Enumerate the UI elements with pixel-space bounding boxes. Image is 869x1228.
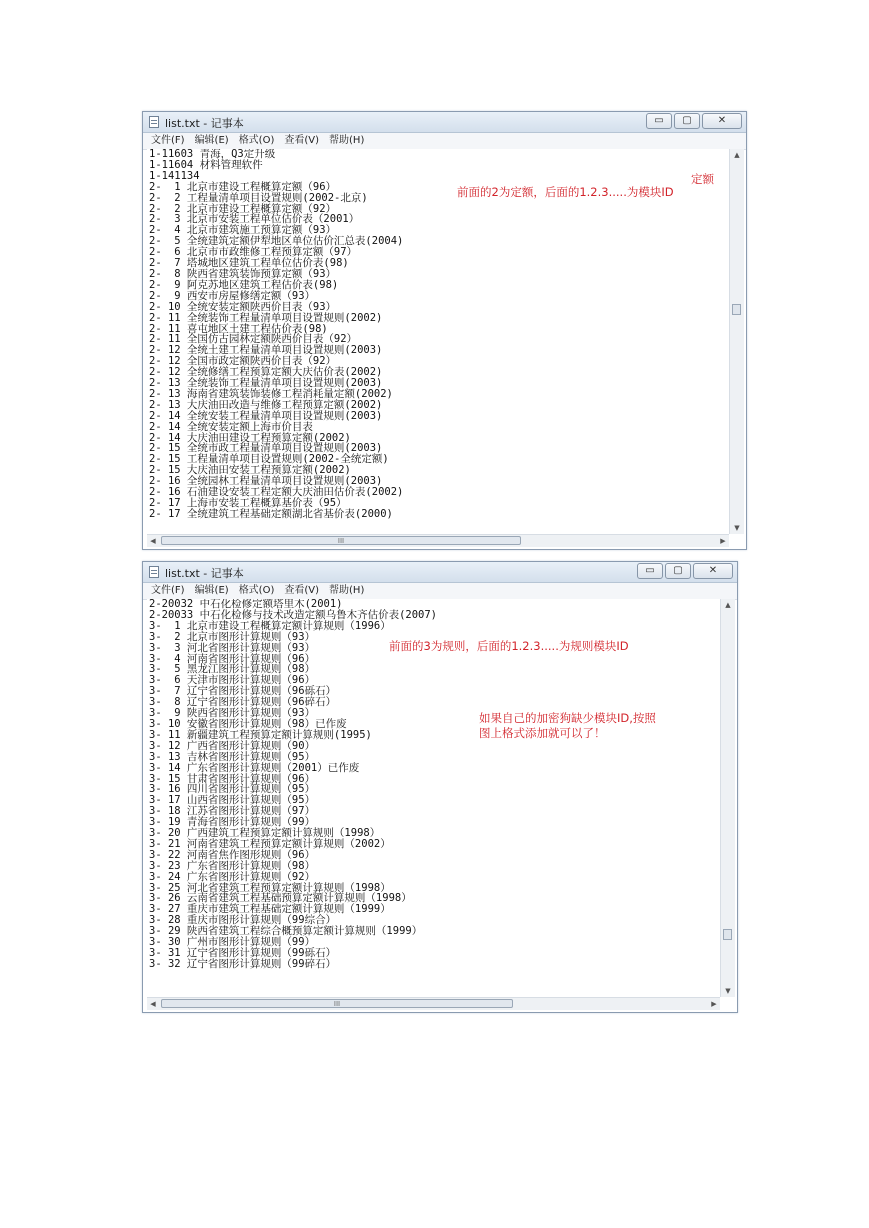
scroll-left-icon[interactable]: ◀ xyxy=(150,1000,156,1008)
text-line: 3- 14 广东省图形计算规则（2001）已作废 xyxy=(149,761,360,774)
text-line: 3- 12 广西省图形计算规则（90） xyxy=(149,739,316,752)
title-bar[interactable] xyxy=(143,562,737,583)
text-line: 2- 14 全统安装工程量清单项目设置规则(2003) xyxy=(149,409,383,422)
text-line: 2- 17 上海市安装工程概算基价表（95） xyxy=(149,497,347,509)
text-line: 2- 13 海南省建筑装饰装修工程消耗量定额(2002) xyxy=(149,387,393,400)
text-line: 3- 4 河南省图形计算规则（96） xyxy=(149,652,316,665)
text-line: 3- 31 辽宁省图形计算规则（99砾石） xyxy=(149,947,337,959)
annotation-dongle-hint: 如果自己的加密狗缺少模块ID,按照 图上格式添加就可以了！ xyxy=(479,711,656,740)
text-line: 2- 13 全统装饰工程量清单项目设置规则(2003) xyxy=(149,377,383,390)
text-line: 3- 20 广西建筑工程预算定额计算规则（1998） xyxy=(149,827,381,840)
text-line: 3- 6 天津市图形计算规则（96） xyxy=(149,674,316,687)
text-line: 2- 16 石油建设安装工程定额大庆油田估价表(2002) xyxy=(149,486,404,499)
text-line: 1-11604 材料管理软件 xyxy=(149,158,263,171)
text-line: 2- 3 北京市安装工程单位估价表（2001） xyxy=(149,213,360,226)
text-line: 3- 22 河南省焦作图形规则（96） xyxy=(149,848,316,861)
annotation-rule-module-id: 前面的3为规则，后面的1.2.3.....为规则模块ID xyxy=(389,639,629,653)
text-line: 3- 23 广东省图形计算规则（98） xyxy=(149,859,316,872)
close-button[interactable]: ✕ xyxy=(702,113,742,129)
text-line: 2- 14 大庆油田建设工程预算定额(2002) xyxy=(149,431,351,444)
menu-format[interactable]: 格式(O) xyxy=(238,135,275,146)
vertical-scrollbar[interactable] xyxy=(720,599,735,997)
horizontal-scroll-thumb[interactable]: III xyxy=(161,536,521,545)
minimize-button[interactable]: ▭ xyxy=(637,563,663,579)
text-line: 2- 12 全国市政定额陕西价目表（92） xyxy=(149,355,337,368)
close-button[interactable]: ✕ xyxy=(693,563,733,579)
text-line: 3- 24 广东省图形计算规则（92） xyxy=(149,870,316,883)
scroll-up-icon[interactable]: ▲ xyxy=(734,151,740,159)
notepad-window-1 xyxy=(142,111,747,550)
horizontal-scroll-thumb[interactable]: III xyxy=(161,999,513,1008)
text-line: 2- 15 工程量清单项目设置规则(2002-全统定额) xyxy=(149,453,389,466)
menu-edit[interactable]: 编辑(E) xyxy=(194,135,229,146)
text-line: 2- 12 全统土建工程量清单项目设置规则(2003) xyxy=(149,344,383,357)
text-area[interactable] xyxy=(147,599,720,997)
text-line: 3- 27 重庆市建筑工程基础定额计算规则（1999） xyxy=(149,903,391,916)
text-line: 2- 9 西安市房屋修缮定额（93） xyxy=(149,289,316,302)
menu-file[interactable]: 文件(F) xyxy=(151,585,185,596)
notepad-window-2 xyxy=(142,561,738,1013)
menu-file[interactable]: 文件(F) xyxy=(151,135,185,146)
vertical-scrollbar[interactable] xyxy=(729,149,744,534)
text-line: 2- 10 全统安装定额陕西价目表（93） xyxy=(149,300,337,313)
text-line: 3- 28 重庆市图形计算规则（99综合） xyxy=(149,914,337,927)
text-line: 2-20033 中石化检修与技术改造定额乌鲁木齐估价表(2007) xyxy=(149,608,438,621)
scroll-down-icon[interactable]: ▼ xyxy=(725,987,731,995)
text-line: 3- 11 新疆建筑工程预算定额计算规则(1995) xyxy=(149,728,372,741)
text-line: 1-141134 xyxy=(149,169,200,182)
scroll-down-icon[interactable]: ▼ xyxy=(734,524,740,532)
text-line: 2- 5 全统建筑定额伊犁地区单位估价汇总表(2004) xyxy=(149,235,404,248)
text-line: 3- 5 黑龙江图形计算规则（98） xyxy=(149,663,316,676)
text-line: 3- 3 河北省图形计算规则（93） xyxy=(149,641,316,654)
text-line: 3- 2 北京市图形计算规则（93） xyxy=(149,630,316,643)
text-line: 3- 17 山西省图形计算规则（95） xyxy=(149,794,316,807)
text-line: 3- 7 辽宁省图形计算规则（96砾石） xyxy=(149,685,337,698)
menu-format[interactable]: 格式(O) xyxy=(238,585,275,596)
text-line: 2- 16 全统园林工程量清单项目设置规则(2003) xyxy=(149,475,383,488)
text-line: 2- 8 陕西省建筑装饰预算定额（93） xyxy=(149,267,337,280)
text-line: 3- 1 北京市建设工程概算定额计算规则（1996） xyxy=(149,619,391,632)
maximize-button[interactable]: ▢ xyxy=(674,113,700,129)
text-line: 2- 12 全统修缮工程预算定额大庆估价表(2002) xyxy=(149,366,383,379)
text-line: 2- 11 全国仿古园林定额陕西价目表（92） xyxy=(149,333,358,346)
text-line: 2- 15 大庆油田安装工程预算定额(2002) xyxy=(149,464,351,477)
text-line: 3- 29 陕西省建筑工程综合概预算定额计算规则（1999） xyxy=(149,925,423,938)
menu-bar xyxy=(143,583,737,600)
text-line: 2- 13 大庆油田改造与维修工程预算定额(2002) xyxy=(149,398,383,411)
text-line: 3- 21 河南省建筑工程预算定额计算规则（2002） xyxy=(149,837,391,850)
annotation-module-id: 前面的2为定额，后面的1.2.3.....为模块ID xyxy=(457,185,674,199)
scroll-thumb[interactable] xyxy=(723,929,732,940)
minimize-button[interactable]: ▭ xyxy=(646,113,672,129)
text-line: 2- 1 北京市建设工程概算定额（96） xyxy=(149,180,337,193)
text-line: 1-11603 青海，Q3定升级 xyxy=(149,149,276,160)
text-line: 2- 14 全统安装定额上海市价目表 xyxy=(149,420,313,433)
maximize-button[interactable]: ▢ xyxy=(665,563,691,579)
text-line: 2- 11 喜屯地区土建工程估价表(98) xyxy=(149,322,328,335)
text-area[interactable] xyxy=(147,149,729,534)
menu-help[interactable]: 帮助(H) xyxy=(329,135,365,146)
text-line: 3- 32 辽宁省图形计算规则（99碎石） xyxy=(149,957,337,970)
text-line: 3- 8 辽宁省图形计算规则（96碎石） xyxy=(149,696,337,709)
scroll-left-icon[interactable]: ◀ xyxy=(150,537,156,545)
text-line: 2- 9 阿克苏地区建筑工程估价表(98) xyxy=(149,278,339,291)
notepad-icon xyxy=(149,566,159,578)
text-line: 2- 2 北京市建设工程概算定额（92） xyxy=(149,202,337,215)
scroll-thumb[interactable] xyxy=(732,304,741,315)
menu-view[interactable]: 查看(V) xyxy=(284,135,320,146)
text-line: 3- 15 甘肃省图形计算规则（96） xyxy=(149,772,316,785)
horizontal-scrollbar[interactable] xyxy=(147,997,720,1010)
text-line: 3- 19 青海省图形计算规则（99） xyxy=(149,816,316,829)
text-line: 2- 2 工程量清单项目设置规则(2002-北京) xyxy=(149,191,368,204)
scroll-right-icon[interactable]: ▶ xyxy=(711,1000,717,1008)
annotation-dinge: 定额 xyxy=(691,172,714,186)
text-line: 3- 26 云南省建筑工程基础预算定额计算规则（1998） xyxy=(149,892,412,905)
title-bar[interactable] xyxy=(143,112,746,133)
text-line: 2-20032 中石化检修定额塔里木(2001) xyxy=(149,599,343,610)
scroll-right-icon[interactable]: ▶ xyxy=(720,537,726,545)
text-line: 2- 15 全统市政工程量清单项目设置规则(2003) xyxy=(149,442,383,455)
text-line: 2- 7 塔城地区建筑工程单位估价表(98) xyxy=(149,257,349,270)
text-line: 3- 9 陕西省图形计算规则（93） xyxy=(149,707,316,720)
text-line: 3- 16 四川省图形计算规则（95） xyxy=(149,783,316,796)
text-line: 3- 10 安徽省图形计算规则（98）已作废 xyxy=(149,717,347,730)
notepad-icon xyxy=(149,116,159,128)
text-line: 2- 11 全统装饰工程量清单项目设置规则(2002) xyxy=(149,311,383,324)
menu-bar xyxy=(143,133,746,150)
text-line: 3- 18 江苏省图形计算规则（97） xyxy=(149,805,316,818)
text-line: 2- 6 北京市市政维修工程预算定额（97） xyxy=(149,246,358,259)
text-line: 3- 30 广州市图形计算规则（99） xyxy=(149,936,316,949)
menu-help[interactable]: 帮助(H) xyxy=(329,585,365,596)
text-line: 2- 4 北京市建筑施工预算定额（93） xyxy=(149,224,337,237)
window-title: list.txt - 记事本 xyxy=(165,117,244,130)
menu-edit[interactable]: 编辑(E) xyxy=(194,585,229,596)
text-line: 3- 13 吉林省图形计算规则（95） xyxy=(149,750,316,763)
text-line: 3- 25 河北省建筑工程预算定额计算规则（1998） xyxy=(149,881,391,894)
menu-view[interactable]: 查看(V) xyxy=(284,585,320,596)
text-line: 2- 17 全统建筑工程基础定额湖北省基价表(2000) xyxy=(149,507,393,520)
scroll-up-icon[interactable]: ▲ xyxy=(725,601,731,609)
window-title: list.txt - 记事本 xyxy=(165,567,244,580)
horizontal-scrollbar[interactable] xyxy=(147,534,729,547)
